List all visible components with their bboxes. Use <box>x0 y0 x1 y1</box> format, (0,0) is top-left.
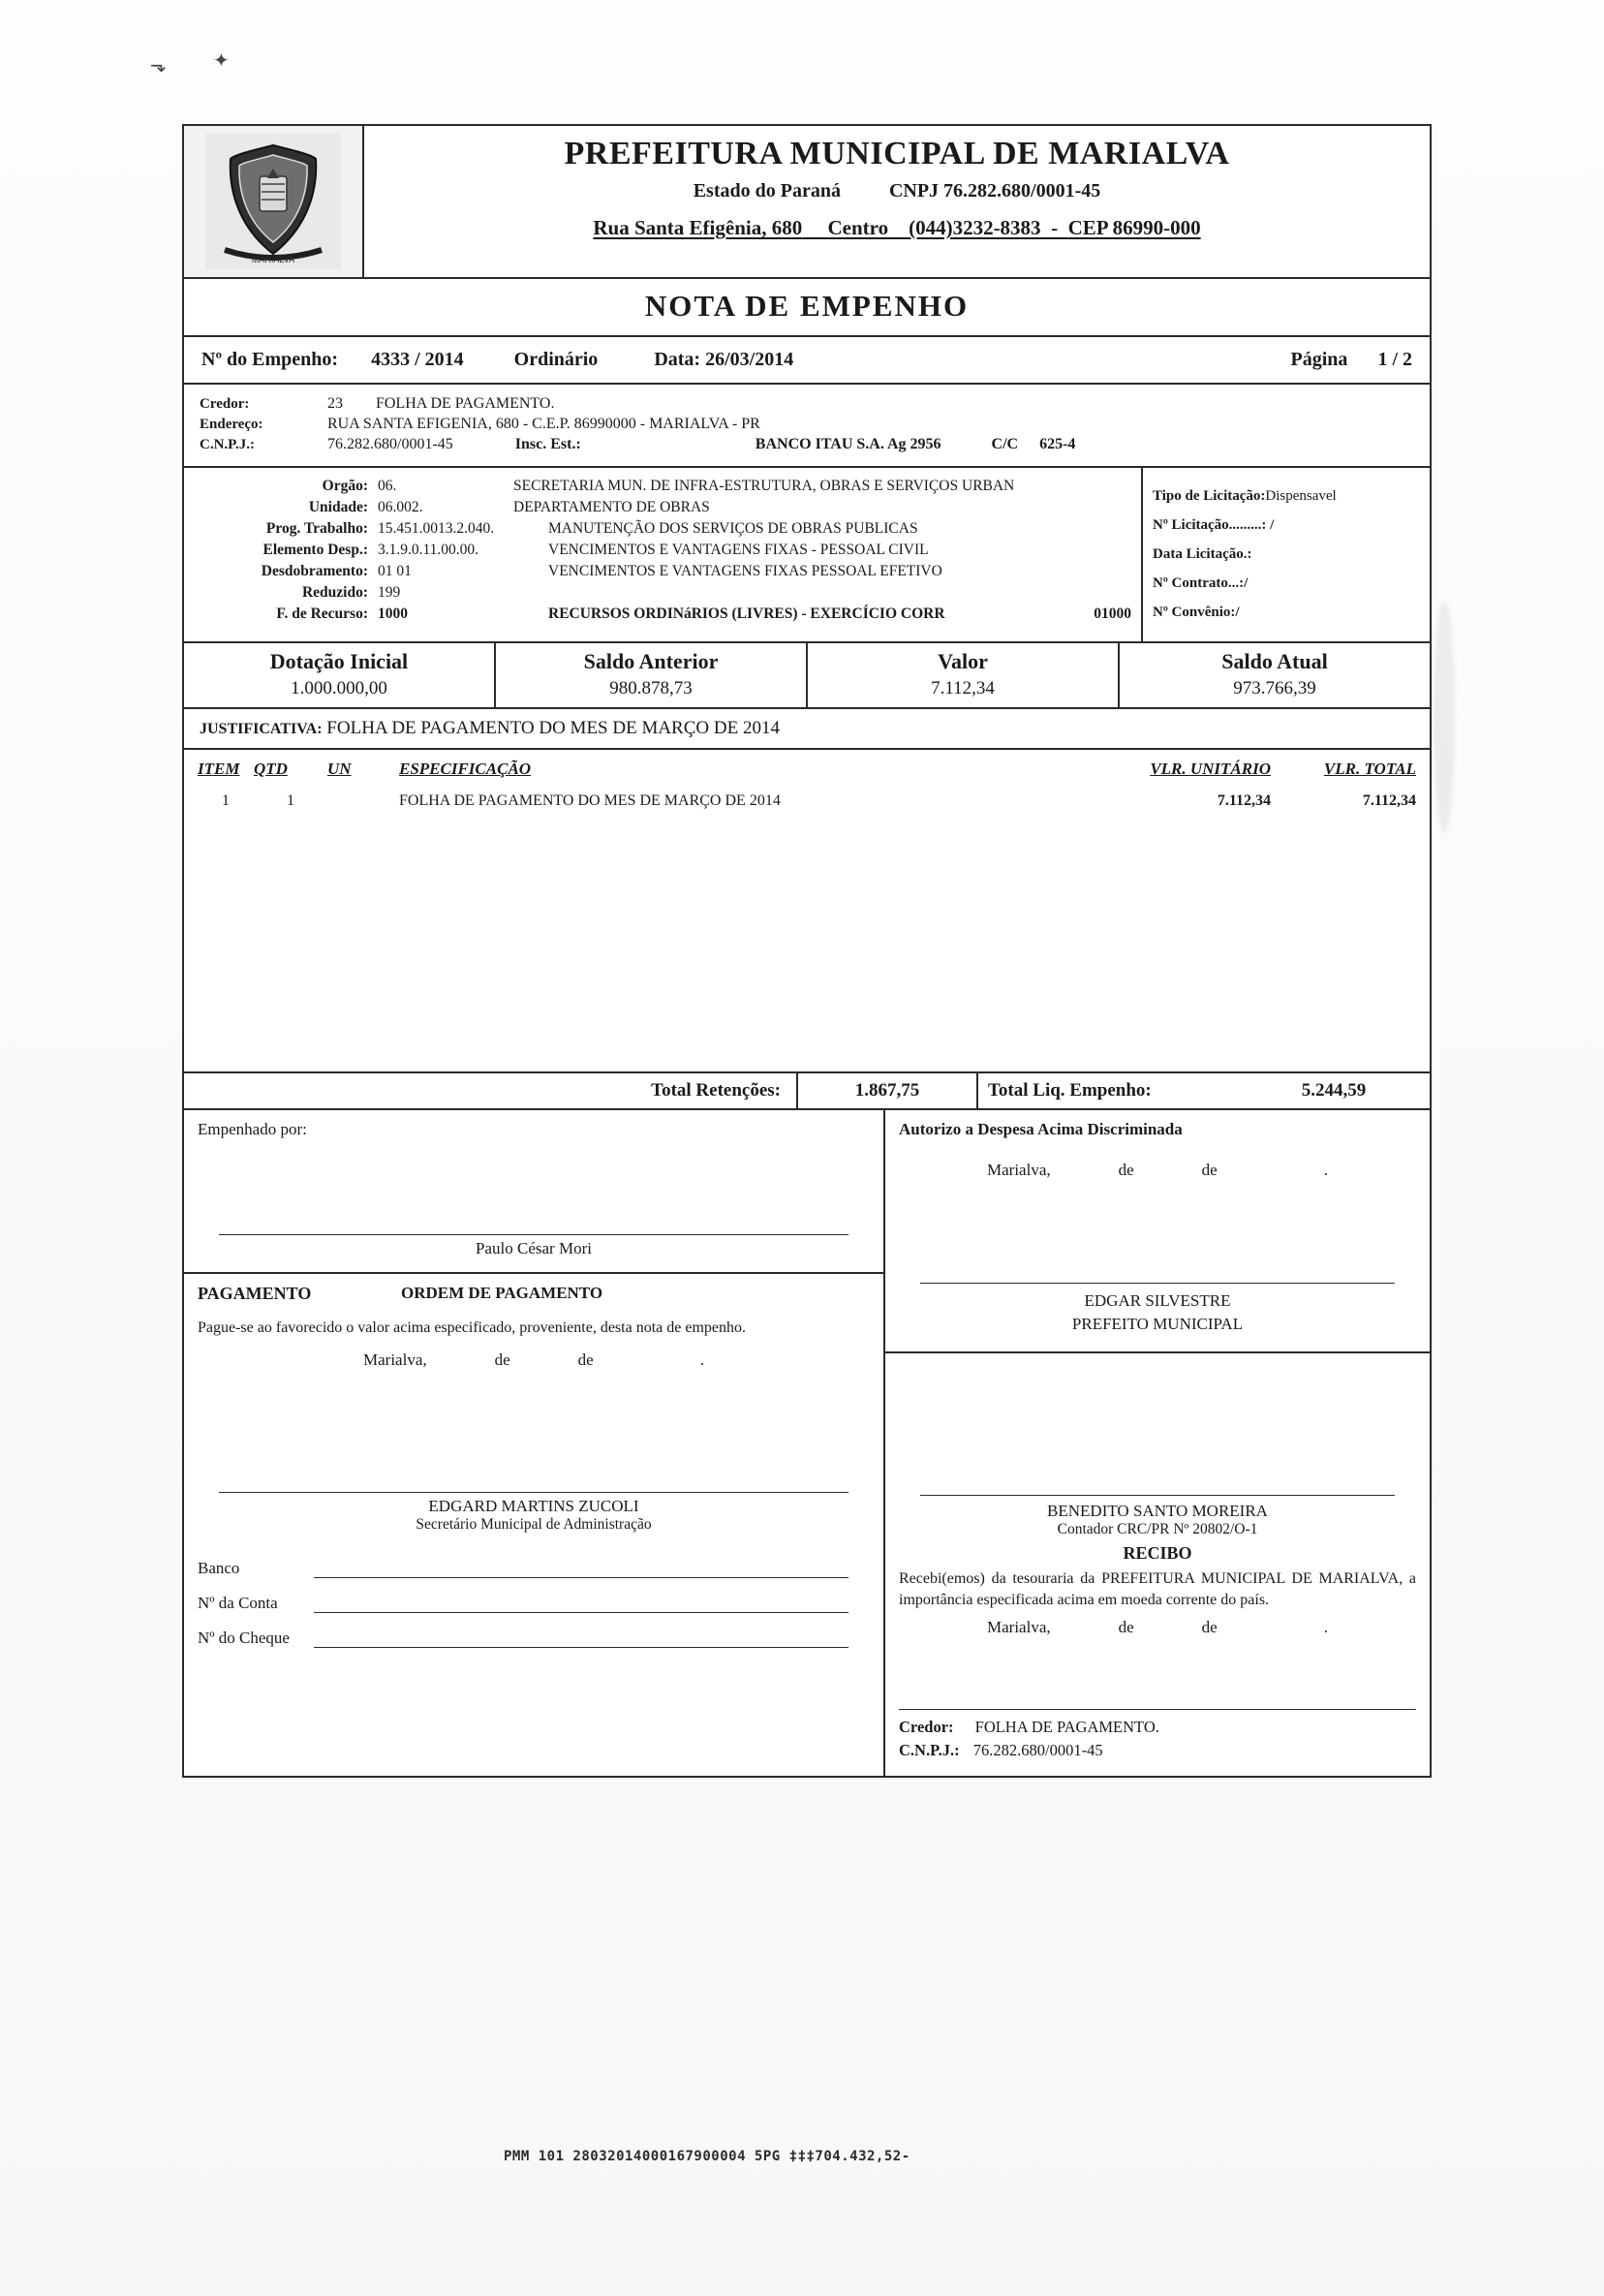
address-text: Rua Santa Efigênia, 680 <box>593 216 803 239</box>
empenho-summary-row <box>184 337 1430 385</box>
licitacao-data-row: Data Licitação.: <box>1153 546 1252 562</box>
empenho-date: Data: 26/03/2014 <box>654 349 794 370</box>
saldo-cell-dotacao-inicial <box>184 643 496 707</box>
field-conta-label: Nº da Conta <box>198 1593 278 1612</box>
dotacao-row <box>194 478 1131 495</box>
coat-of-arms-icon <box>205 134 341 269</box>
dotacao-row-extra: 01000 <box>1094 605 1131 622</box>
corner-mark-left: ⬎ <box>150 55 167 77</box>
endereco-label: Endereço: <box>200 417 263 432</box>
cc-value: 625-4 <box>1039 436 1076 452</box>
dotacao-row <box>194 499 1131 516</box>
credor-code: 23 <box>327 395 343 412</box>
state-label: Estado do Paraná <box>693 180 841 202</box>
field-banco-input[interactable] <box>314 1561 848 1578</box>
credor-name: FOLHA DE PAGAMENTO. <box>376 395 555 412</box>
cc-label: C/C <box>991 436 1019 452</box>
empenhado-por-label: Empenhado por: <box>198 1120 307 1138</box>
saldo-value: 1.000.000,00 <box>291 678 387 698</box>
cnpj-row-label: C.N.P.J.: <box>200 437 255 452</box>
licitacao-tipo-label: Tipo de Licitação: <box>1153 488 1266 504</box>
credor-footer-label: Credor: <box>899 1718 954 1737</box>
dotacao-row-label: Reduzido: <box>301 584 368 601</box>
contador-role: Contador CRC/PR Nº 20802/O-1 <box>1057 1521 1258 1537</box>
pagamento-de-1: de <box>494 1350 510 1369</box>
banco-value: BANCO ITAU S.A. Ag 2956 <box>755 436 941 452</box>
licitacao-numero-row: Nº Licitação.........: / <box>1153 517 1275 533</box>
totals-row <box>184 1071 1430 1110</box>
cep-text: CEP 86990-000 <box>1067 216 1201 239</box>
corner-mark-right: ✦ <box>213 50 230 72</box>
saldo-header: Saldo Anterior <box>583 649 719 673</box>
dotacao-left <box>184 468 1143 641</box>
autorizo-dot: . <box>1323 1161 1328 1179</box>
nota-de-empenho-document <box>182 124 1432 1778</box>
pagamento-title: PAGAMENTO <box>198 1284 312 1303</box>
dotacao-row-label: Elemento Desp.: <box>262 542 368 558</box>
saldo-header: Valor <box>938 649 988 673</box>
total-liquido-label: Total Liq. Empenho: <box>976 1073 1238 1108</box>
cnpj-row-value: 76.282.680/0001-45 <box>327 436 453 452</box>
col-especificacao: ESPECIFICAÇÃO <box>399 760 532 778</box>
credor-footer-block <box>885 1710 1430 1776</box>
recibo-text: Recebi(emos) da tesouraria da PREFEITURA MUNICIPAL DE MARIALVA, a importância especificada acima em moeda corrente do país. <box>899 1570 1416 1608</box>
dotacao-row-code: 3.1.9.0.11.00.00. <box>378 542 479 558</box>
pagamento-dot: . <box>699 1350 704 1369</box>
dotacao-row-code: 199 <box>378 584 401 601</box>
items-empty-space <box>184 810 1430 1071</box>
dotacao-row <box>194 520 1131 538</box>
endereco-value: RUA SANTA EFIGENIA, 680 - C.E.P. 86990000 - MARIALVA - PR <box>327 416 760 432</box>
contador-name: BENEDITO SANTO MOREIRA <box>1047 1502 1268 1520</box>
phone-text: (044)3232-8383 <box>909 216 1041 239</box>
table-row <box>184 785 1430 810</box>
dotacao-row-text: SECRETARIA MUN. DE INFRA-ESTRUTURA, OBRAS E SERVIÇOS URBAN <box>513 478 1015 494</box>
saldo-value: 973.766,39 <box>1233 678 1316 698</box>
field-banco[interactable] <box>198 1559 870 1578</box>
prefeito-name: EDGAR SILVESTRE <box>1084 1291 1231 1310</box>
endereco-row <box>200 416 1414 433</box>
convenio-row: Nº Convênio:/ <box>1153 605 1240 620</box>
autorizo-de-2: de <box>1201 1161 1218 1179</box>
recibo-de-2: de <box>1201 1618 1218 1637</box>
licitacao-tipo-row <box>1153 488 1420 505</box>
dotacao-row-text: VENCIMENTOS E VANTAGENS FIXAS PESSOAL EFETIVO <box>548 563 942 579</box>
crest-cell <box>184 126 364 277</box>
dotacao-row-label: Prog. Trabalho: <box>265 520 368 537</box>
saldo-cell-valor <box>808 643 1120 707</box>
insc-est-label: Insc. Est.: <box>514 436 581 452</box>
document-header <box>184 126 1430 279</box>
dotacao-row-label: Unidade: <box>308 499 368 515</box>
signatures-section <box>184 1110 1430 1776</box>
dotacao-row-code: 15.451.0013.2.040. <box>378 520 495 537</box>
credor-block <box>184 385 1430 468</box>
total-liquido-value: 5.244,59 <box>1301 1080 1367 1101</box>
header-state-cnpj <box>374 180 1420 202</box>
dotacao-row-code: 06. <box>378 478 397 494</box>
recibo-de-1: de <box>1118 1618 1134 1637</box>
dotacao-row-label: Desdobramento: <box>261 563 368 579</box>
footer-dotmatrix-code: PMM 101 28032014000167900004 5PG ‡‡‡704.432,52- <box>504 2149 910 2164</box>
empenhado-por-block <box>184 1110 883 1234</box>
svg-text:MARIALVA: MARIALVA <box>251 255 295 264</box>
header-text-block <box>364 126 1430 277</box>
page-indicator <box>1291 349 1412 371</box>
licitacao-info <box>1143 468 1430 641</box>
credor-footer-cnpj-value: 76.282.680/0001-45 <box>972 1741 1103 1760</box>
col-item: ITEM <box>198 760 240 778</box>
dotacao-row-label: Orgão: <box>322 478 368 494</box>
empenho-number-label: Nº do Empenho: <box>201 349 339 370</box>
bank-fields-block <box>184 1534 883 1671</box>
saldo-value: 7.112,34 <box>931 678 995 698</box>
signer1-name: Paulo César Mori <box>476 1239 592 1257</box>
saldo-cell-saldo-anterior <box>496 643 808 707</box>
dotacao-row <box>194 542 1131 559</box>
col-valor-total: VLR. TOTAL <box>1323 760 1416 778</box>
pagamento-block <box>184 1274 883 1492</box>
field-conta-input[interactable] <box>314 1596 848 1613</box>
dotacao-row <box>194 584 1131 602</box>
licitacao-tipo-value: Dispensavel <box>1265 488 1337 504</box>
recibo-city-date <box>899 1610 1416 1637</box>
field-cheque[interactable] <box>198 1629 870 1648</box>
saldos-table <box>184 643 1430 709</box>
justificativa-label: JUSTIFICATIVA: <box>200 721 323 737</box>
page-label: Página <box>1290 349 1348 370</box>
left-signature-column <box>184 1110 885 1776</box>
page-value: 1 / 2 <box>1377 349 1412 370</box>
pagamento-text: Pague-se ao favorecido o valor acima especificado, proveniente, desta nota de empenho. <box>198 1319 746 1336</box>
credor-label: Credor: <box>200 396 250 412</box>
scan-smudge <box>1434 601 1455 833</box>
contrato-row: Nº Contrato...:/ <box>1153 575 1249 591</box>
cell-valor-unitario: 7.112,34 <box>1217 792 1271 809</box>
recibo-dot: . <box>1323 1618 1328 1637</box>
field-cheque-label: Nº do Cheque <box>198 1628 290 1647</box>
field-cheque-input[interactable] <box>314 1630 848 1648</box>
total-retencoes-label: Total Retenções: <box>651 1080 781 1101</box>
cnpj-row <box>200 436 1414 453</box>
dotacao-row-code: 06.002. <box>378 499 423 515</box>
items-table-body <box>184 785 1430 1071</box>
dotacao-row <box>194 605 1131 623</box>
field-conta[interactable] <box>198 1594 870 1613</box>
autorizo-label: Autorizo a Despesa Acima Discriminada <box>899 1120 1183 1138</box>
credor-row <box>200 395 1414 413</box>
empenho-type-value: Ordinário <box>513 349 599 370</box>
autorizo-de-1: de <box>1118 1161 1134 1179</box>
credor-footer-cnpj-label: C.N.P.J.: <box>899 1741 960 1760</box>
items-table-header <box>184 750 1430 785</box>
dotacao-row-text: VENCIMENTOS E VANTAGENS FIXAS - PESSOAL CIVIL <box>548 542 929 558</box>
header-address-line: Rua Santa Efigênia, 680 Centro (044)3232-8383 - CEP 86990-000 <box>593 216 1201 239</box>
district-text: Centro <box>827 216 889 239</box>
recibo-block <box>885 1568 1430 1709</box>
saldo-header: Dotação Inicial <box>269 649 409 673</box>
cell-item: 1 <box>222 792 230 809</box>
col-un: UN <box>327 760 352 778</box>
dotacao-row-text: RECURSOS ORDINáRIOS (LIVRES) - EXERCÍCIO CORR <box>548 605 945 622</box>
pagamento-city-date <box>198 1339 870 1370</box>
credor-footer-cnpj-row <box>899 1741 1416 1760</box>
recibo-city: Marialva, <box>987 1618 1051 1637</box>
col-valor-unitario: VLR. UNITÁRIO <box>1150 760 1271 778</box>
cell-especificacao: FOLHA DE PAGAMENTO DO MES DE MARÇO DE 2014 <box>399 792 781 809</box>
cell-valor-total: 7.112,34 <box>1362 792 1416 809</box>
dotacao-row-text: DEPARTAMENTO DE OBRAS <box>513 499 710 515</box>
prefeitura-title: PREFEITURA MUNICIPAL DE MARIALVA <box>564 136 1230 171</box>
signer2-name: EDGARD MARTINS ZUCOLI <box>428 1496 639 1515</box>
cell-qtd: 1 <box>287 792 294 809</box>
credor-footer-value: FOLHA DE PAGAMENTO. <box>974 1718 1159 1737</box>
dotacao-row-code: 01 01 <box>378 563 412 579</box>
autorizo-city: Marialva, <box>987 1161 1051 1179</box>
document-type-title: NOTA DE EMPENHO <box>184 279 1430 337</box>
right-signature-column <box>885 1110 1430 1776</box>
recibo-title: RECIBO <box>1123 1543 1192 1563</box>
cell-un <box>327 792 399 810</box>
dotacao-row-label: F. de Recurso: <box>276 605 368 622</box>
prefeito-role: PREFEITO MUNICIPAL <box>1071 1315 1244 1333</box>
empenho-number-value: 4333 / 2014 <box>371 349 464 370</box>
autorizo-block <box>885 1110 1430 1283</box>
contador-blank-space <box>885 1353 1430 1495</box>
saldo-cell-saldo-atual <box>1120 643 1430 707</box>
ordem-pagamento-title: ORDEM DE PAGAMENTO <box>401 1284 603 1302</box>
dotacao-row-code: 1000 <box>378 605 408 622</box>
signer2-role: Secretário Municipal de Administração <box>416 1515 652 1533</box>
cnpj-label: CNPJ 76.282.680/0001-45 <box>888 180 1101 202</box>
saldo-value: 980.878,73 <box>609 678 693 698</box>
field-banco-label: Banco <box>198 1558 240 1577</box>
total-retencoes-value: 1.867,75 <box>796 1073 976 1108</box>
dotacao-row <box>194 563 1131 580</box>
autorizo-city-date <box>899 1139 1416 1180</box>
justificativa-text: FOLHA DE PAGAMENTO DO MES DE MARÇO DE 2014 <box>326 718 780 738</box>
dotacao-row-text: MANUTENÇÃO DOS SERVIÇOS DE OBRAS PUBLICAS <box>548 520 918 537</box>
saldo-header: Saldo Atual <box>1221 649 1328 673</box>
justificativa-row <box>184 709 1430 750</box>
pagamento-de-2: de <box>577 1350 594 1369</box>
col-qtd: QTD <box>254 760 288 778</box>
dotacao-block <box>184 468 1430 643</box>
pagamento-city: Marialva, <box>363 1350 427 1369</box>
credor-footer-row <box>899 1718 1416 1737</box>
